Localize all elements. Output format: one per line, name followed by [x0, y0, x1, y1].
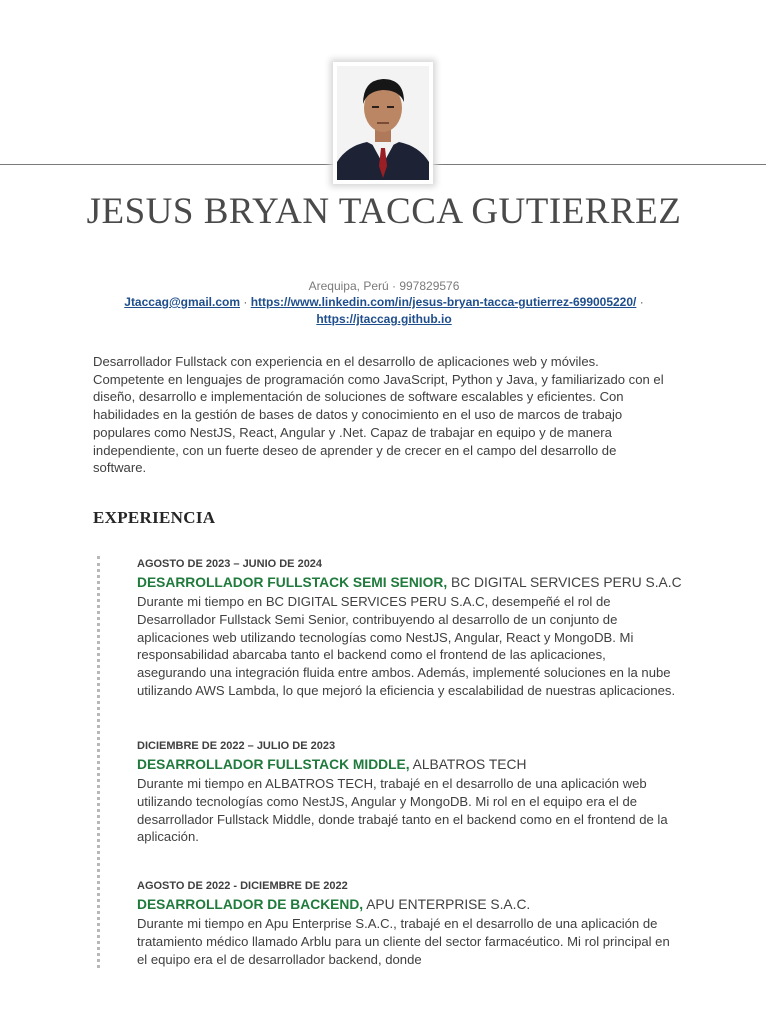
job-description: Durante mi tiempo en ALBATROS TECH, trabajé en el desarrollo de una aplicación web utilizando tecnologías como NestJS, Angular y MongoDB. Mi rol en el equipo era el de desarrollador Fullstack Middle, donde trabajé tanto en el backend como en el frontend de la aplicación.	[137, 776, 668, 845]
website-line	[64, 311, 704, 327]
profile-photo	[337, 66, 429, 180]
experience-heading: EXPERIENCIA	[93, 508, 216, 527]
job-date: AGOSTO DE 2023 – JUNIO DE 2024	[137, 558, 323, 570]
job-role: DESARROLLADOR FULLSTACK MIDDLE,	[137, 757, 410, 772]
job-company: BC DIGITAL SERVICES PERU S.A.C	[447, 575, 682, 590]
job-description: Durante mi tiempo en BC DIGITAL SERVICES PERU S.A.C, desempeñé el rol de Desarrollador Fullstack Semi Senior, contribuyendo al desarrollo de un conjunto de aplicaciones web utilizando tecnologías como NestJS, Angular, React y MongoDB. Mi responsabilidad abarcaba tanto el backend como el frontend de las aplicaciones, asegurando una integración fluida entre ambos. Además, implementé soluciones en la nube utilizando AWS Lambda, lo que mejoró la eficiencia y escalabilidad de nuestras aplicaciones.	[137, 594, 676, 698]
job-role: DESARROLLADOR FULLSTACK SEMI SENIOR,	[137, 575, 448, 590]
job-description: Durante mi tiempo en Apu Enterprise S.A.C., trabajé en el desarrollo de una aplicación de tratamiento médico llamado Arblu para un cliente del sector farmacéutico. Mi rol principal en el equipo era el de desarrollador backend, donde	[137, 916, 670, 967]
job-title-line	[137, 755, 677, 775]
profile-photo-frame	[333, 62, 433, 184]
job-title-line	[137, 895, 677, 915]
job-role: DESARROLLADOR DE BACKEND,	[137, 897, 364, 912]
email-link[interactable]: Jtaccag@gmail.com	[124, 295, 241, 309]
contact-separator-trailing: ·	[636, 295, 644, 309]
job-title-line	[137, 573, 682, 593]
contact-links-line	[64, 294, 704, 310]
job-entry	[137, 739, 677, 846]
job-entry	[137, 879, 677, 968]
website-link[interactable]: https://jtaccag.github.io	[316, 312, 452, 326]
job-company: APU ENTERPRISE S.A.C.	[363, 897, 531, 912]
job-date: AGOSTO DE 2022 - DICIEMBRE DE 2022	[137, 880, 348, 892]
location-phone: Arequipa, Perú · 997829576	[308, 279, 460, 293]
linkedin-link[interactable]: https://www.linkedin.com/in/jesus-bryan-tacca-gutierrez-699005220/	[250, 295, 637, 309]
job-company: ALBATROS TECH	[409, 757, 527, 772]
contact-separator: ·	[240, 295, 251, 309]
profile-summary: Desarrollador Fullstack con experiencia en el desarrollo de aplicaciones web y móviles. Competente en lenguajes de programación como JavaScript, Python y Java, y familiarizado con el diseño, desarrollo e implementación de soluciones de software escalables y eficientes. Con habilidades en la gestión de bases de datos y conocimiento en el uso de marcos de trabajo populares como NestJS, React, Angular y .Net. Capaz de trabajar en equipo y de manera independiente, con un fuerte deseo de aprender y de crecer en el campo del desarrollo de software.	[93, 354, 664, 476]
job-date: DICIEMBRE DE 2022 – JULIO DE 2023	[137, 740, 336, 752]
job-entry	[137, 557, 682, 700]
timeline-dotted-line	[97, 556, 103, 968]
candidate-name: JESUS BRYAN TACCA GUTIERREZ	[86, 191, 682, 232]
